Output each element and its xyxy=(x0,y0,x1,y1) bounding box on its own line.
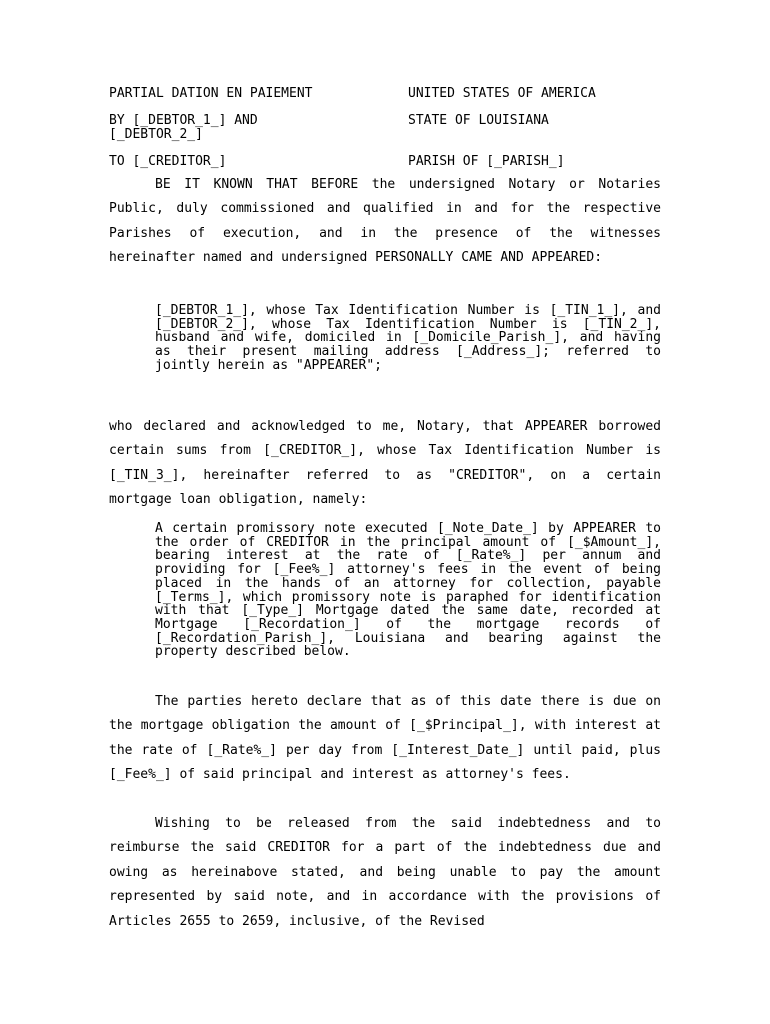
intro-paragraph: BE IT KNOWN THAT BEFORE the undersigned Notary or Notaries Public, duly commissioned and qualified in and for the respective Parishes of execution, and in the presence of the witnesses hereinafter named and undersigned PERSONALLY CAME AND APPEARED: xyxy=(109,177,661,266)
jurisdiction-parish: PARISH OF [_PARISH_] xyxy=(408,154,565,169)
appearer-block: [_DEBTOR_1_], whose Tax Identification Number is [_TIN_1_], and [_DEBTOR_2_], whose Tax Identification Number is [_TIN_2_], husband and wife, domiciled in [_Domicile_Parish_], and having as their present mailing address [_Address_]; referred to jointly herein as "APPEARER"; xyxy=(155,303,661,373)
debtors-line-1: BY [_DEBTOR_1_] AND xyxy=(109,113,258,128)
debtors-line-2: [_DEBTOR_2_] xyxy=(109,127,203,142)
jurisdiction-country: UNITED STATES OF AMERICA xyxy=(408,86,596,101)
document-title: PARTIAL DATION EN PAIEMENT xyxy=(109,86,313,101)
creditor-line: TO [_CREDITOR_] xyxy=(109,154,227,169)
jurisdiction-state: STATE OF LOUISIANA xyxy=(408,113,549,128)
wishing-paragraph: Wishing to be released from the said indebtedness and to reimburse the said CREDITOR for a part of the indebtedness due and owing as hereinabove stated, and being unable to pay the amount represented by said note, and in accordance with the provisions of Articles 2655 to 2659, inclusive, of the Revised xyxy=(109,816,661,929)
declaration-paragraph: who declared and acknowledged to me, Notary, that APPEARER borrowed certain sums from [_CREDITOR_], whose Tax Identification Number is [_TIN_3_], hereinafter referred to as "CREDITOR", on a certain mortgage loan obligation, namely: xyxy=(109,419,661,508)
promissory-note-block: A certain promissory note executed [_Note_Date_] by APPEARER to the order of CREDITOR in the principal amount of [_$Amount_], bearing interest at the rate of [_Rate%_] per annum and providing for [_Fee%_] attorney's fees in the event of being placed in the hands of an attorney for collection, payable [_Terms_], which promissory note is paraphed for identification with that [_Type_] Mortgage dated the same date, recorded at Mortgage [_Recordation_] of the mortgage records of [_Recordation_Parish_], Louisiana and bearing against the property described below. xyxy=(155,521,661,660)
parties-paragraph: The parties hereto declare that as of this date there is due on the mortgage obligation the amount of [_$Principal_], with interest at the rate of [_Rate%_] per day from [_Interest_Date_] until paid, plus [_Fee%_] of said principal and interest as attorney's fees. xyxy=(109,694,661,783)
